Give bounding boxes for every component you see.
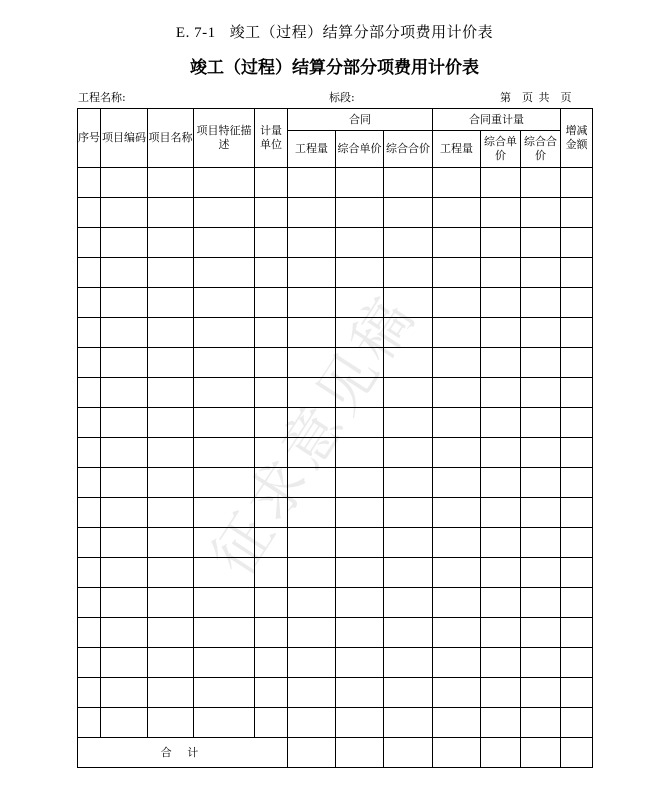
table-cell (521, 708, 561, 738)
draft-watermark: 征求意见稿 (198, 282, 430, 588)
table-cell (194, 468, 255, 498)
table-cell (336, 558, 384, 588)
table-row (78, 318, 593, 348)
table-cell (255, 618, 288, 648)
table-cell (101, 618, 148, 648)
table-cell (521, 588, 561, 618)
table-cell (433, 168, 481, 198)
project-name-label: 工程名称: (78, 91, 126, 104)
table-cell (433, 708, 481, 738)
table-cell (561, 168, 593, 198)
table-cell (481, 168, 521, 198)
table-cell (255, 168, 288, 198)
table-cell (521, 408, 561, 438)
table-cell (288, 528, 336, 558)
table-cell (384, 498, 433, 528)
table-caption (0, 21, 669, 42)
table-cell (433, 318, 481, 348)
table-cell (561, 558, 593, 588)
table-cell (384, 168, 433, 198)
header-remeasure-qty: 工程量 (433, 131, 481, 168)
table-cell (481, 648, 521, 678)
table-cell (336, 618, 384, 648)
table-cell (384, 468, 433, 498)
table-cell (521, 438, 561, 468)
table-cell (481, 198, 521, 228)
table-cell (148, 408, 194, 438)
table-row (78, 258, 593, 288)
table-cell (78, 498, 101, 528)
table-row (78, 438, 593, 468)
table-cell (481, 528, 521, 558)
total-cell (288, 738, 336, 768)
table-cell (288, 678, 336, 708)
table-cell (78, 648, 101, 678)
table-cell (101, 168, 148, 198)
table-cell (521, 468, 561, 498)
table-cell (384, 348, 433, 378)
table-cell (78, 408, 101, 438)
table-cell (561, 678, 593, 708)
table-cell (521, 648, 561, 678)
table-cell (78, 708, 101, 738)
header-code: 项目编码 (101, 109, 148, 168)
table-row (78, 408, 593, 438)
table-cell (148, 318, 194, 348)
table-cell (194, 678, 255, 708)
table-cell (194, 708, 255, 738)
table-cell (433, 378, 481, 408)
table-cell (194, 258, 255, 288)
table-cell (384, 678, 433, 708)
table-cell (255, 198, 288, 228)
table-cell (384, 228, 433, 258)
table-cell (336, 288, 384, 318)
table-cell (433, 228, 481, 258)
table-cell (194, 198, 255, 228)
table-cell (521, 348, 561, 378)
table-cell (101, 438, 148, 468)
table-cell (433, 498, 481, 528)
table-cell (561, 468, 593, 498)
table-cell (148, 618, 194, 648)
table-cell (101, 498, 148, 528)
header-contract-qty: 工程量 (288, 131, 336, 168)
table-cell (481, 318, 521, 348)
table-cell (78, 528, 101, 558)
table-cell (384, 408, 433, 438)
table-cell (255, 288, 288, 318)
table-cell (336, 588, 384, 618)
table-cell (255, 438, 288, 468)
table-cell (561, 438, 593, 468)
table-cell (384, 378, 433, 408)
table-cell (336, 318, 384, 348)
caption-text: 竣工（过程）结算分部分项费用计价表 (229, 23, 494, 41)
table-cell (433, 438, 481, 468)
table-cell (288, 618, 336, 648)
table-cell (148, 498, 194, 528)
table-cell (433, 348, 481, 378)
header-desc: 项目特征描述 (194, 109, 255, 168)
table-row (78, 498, 593, 528)
total-cell (336, 738, 384, 768)
table-cell (561, 258, 593, 288)
table-cell (336, 348, 384, 378)
page-title: 竣工（过程）结算分部分项费用计价表 (190, 58, 479, 78)
table-row (78, 708, 593, 738)
table-cell (101, 228, 148, 258)
table-cell (194, 168, 255, 198)
table-cell (561, 408, 593, 438)
table-cell (255, 468, 288, 498)
table-cell (78, 588, 101, 618)
table-cell (101, 468, 148, 498)
table-cell (255, 348, 288, 378)
table-cell (521, 198, 561, 228)
table-cell (148, 438, 194, 468)
table-cell (148, 648, 194, 678)
header-name: 项目名称 (148, 109, 194, 168)
table-cell (336, 498, 384, 528)
table-cell (384, 618, 433, 648)
table-cell (255, 258, 288, 288)
table-cell (101, 408, 148, 438)
header-contract: 合同 (288, 109, 433, 131)
header-unit: 计量单位 (255, 109, 288, 168)
table-cell (148, 468, 194, 498)
table-cell (194, 228, 255, 258)
table-cell (336, 528, 384, 558)
table-cell (194, 498, 255, 528)
table-cell (288, 168, 336, 198)
table-cell (481, 438, 521, 468)
table-cell (521, 228, 561, 258)
table-cell (148, 378, 194, 408)
table-cell (481, 468, 521, 498)
table-cell (481, 258, 521, 288)
table-cell (78, 678, 101, 708)
table-cell (288, 708, 336, 738)
table-cell (561, 648, 593, 678)
table-cell (101, 588, 148, 618)
table-cell (521, 618, 561, 648)
table-cell (521, 678, 561, 708)
table-row (78, 348, 593, 378)
table-cell (148, 168, 194, 198)
table-cell (288, 558, 336, 588)
header-remeasure: 合同重计量 (433, 109, 561, 131)
table-cell (194, 318, 255, 348)
table-cell (521, 318, 561, 348)
table-cell (194, 588, 255, 618)
table-cell (481, 378, 521, 408)
table-cell (194, 378, 255, 408)
table-cell (481, 618, 521, 648)
table-cell (78, 198, 101, 228)
table-cell (433, 558, 481, 588)
table-cell (78, 318, 101, 348)
table-cell (255, 228, 288, 258)
table-cell (384, 198, 433, 228)
table-cell (384, 558, 433, 588)
table-cell (78, 378, 101, 408)
header-contract-total: 综合合价 (384, 131, 433, 168)
table-row (78, 288, 593, 318)
table-cell (481, 288, 521, 318)
pricing-table (77, 108, 593, 768)
table-cell (384, 258, 433, 288)
table-cell (288, 348, 336, 378)
table-row (78, 198, 593, 228)
total-cell (561, 738, 593, 768)
table-cell (101, 258, 148, 288)
table-cell (561, 498, 593, 528)
table-cell (255, 678, 288, 708)
table-cell (521, 258, 561, 288)
total-cell (384, 738, 433, 768)
table-cell (336, 468, 384, 498)
table-cell (336, 708, 384, 738)
header-delta: 增减金额 (561, 109, 593, 168)
table-cell (101, 528, 148, 558)
table-cell (255, 588, 288, 618)
table-cell (148, 198, 194, 228)
table-cell (521, 378, 561, 408)
table-cell (384, 708, 433, 738)
table-cell (561, 288, 593, 318)
table-cell (101, 558, 148, 588)
table-cell (78, 288, 101, 318)
table-cell (255, 558, 288, 588)
table-cell (288, 468, 336, 498)
table-cell (288, 288, 336, 318)
table-cell (148, 528, 194, 558)
table-cell (481, 708, 521, 738)
table-cell (255, 498, 288, 528)
table-cell (433, 198, 481, 228)
table-cell (78, 438, 101, 468)
table-row (78, 378, 593, 408)
table-cell (101, 378, 148, 408)
table-cell (255, 318, 288, 348)
table-cell (433, 408, 481, 438)
table-cell (194, 288, 255, 318)
table-cell (194, 648, 255, 678)
table-cell (481, 678, 521, 708)
table-cell (481, 498, 521, 528)
table-cell (481, 588, 521, 618)
table-cell (288, 588, 336, 618)
table-cell (288, 198, 336, 228)
table-cell (101, 318, 148, 348)
table-row (78, 528, 593, 558)
table-cell (336, 168, 384, 198)
table-cell (481, 408, 521, 438)
table-cell (561, 708, 593, 738)
table-cell (78, 228, 101, 258)
table-cell (148, 228, 194, 258)
table-cell (384, 318, 433, 348)
table-cell (288, 498, 336, 528)
table-cell (561, 378, 593, 408)
table-cell (433, 648, 481, 678)
table-cell (433, 528, 481, 558)
table-cell (78, 348, 101, 378)
table-cell (384, 588, 433, 618)
table-cell (194, 618, 255, 648)
table-cell (101, 678, 148, 708)
table-cell (148, 288, 194, 318)
table-cell (521, 528, 561, 558)
table-cell (521, 288, 561, 318)
table-cell (561, 228, 593, 258)
table-cell (561, 318, 593, 348)
table-cell (561, 588, 593, 618)
table-cell (148, 558, 194, 588)
table-cell (384, 648, 433, 678)
table-cell (384, 288, 433, 318)
table-cell (288, 408, 336, 438)
table-cell (288, 318, 336, 348)
table-cell (148, 258, 194, 288)
table-cell (521, 168, 561, 198)
table-cell (78, 258, 101, 288)
table-row (78, 168, 593, 198)
table-cell (433, 258, 481, 288)
table-cell (336, 678, 384, 708)
total-cell (481, 738, 521, 768)
table-cell (521, 498, 561, 528)
table-cell (194, 438, 255, 468)
table-cell (255, 408, 288, 438)
total-cell (433, 738, 481, 768)
table-cell (101, 648, 148, 678)
table-row (78, 618, 593, 648)
table-cell (481, 348, 521, 378)
table-row (78, 558, 593, 588)
table-cell (101, 348, 148, 378)
page-number-label: 第 页 共 页 (500, 91, 572, 104)
total-cell (521, 738, 561, 768)
table-cell (288, 378, 336, 408)
table-cell (148, 588, 194, 618)
table-cell (194, 558, 255, 588)
table-cell (78, 618, 101, 648)
table-cell (561, 618, 593, 648)
table-cell (336, 648, 384, 678)
table-cell (194, 528, 255, 558)
table-cell (433, 588, 481, 618)
table-row (78, 588, 593, 618)
table-cell (481, 558, 521, 588)
table-cell (561, 528, 593, 558)
table-row (78, 678, 593, 708)
table-cell (288, 438, 336, 468)
table-cell (336, 228, 384, 258)
table-cell (255, 528, 288, 558)
header-seq: 序号 (78, 109, 101, 168)
header-contract-unit-price: 综合单价 (336, 131, 384, 168)
table-cell (78, 168, 101, 198)
table-row (78, 648, 593, 678)
section-label: 标段: (329, 91, 355, 104)
table-cell (433, 288, 481, 318)
table-cell (288, 648, 336, 678)
table-cell (384, 438, 433, 468)
table-cell (433, 468, 481, 498)
header-remeasure-total: 综合合价 (521, 131, 561, 168)
table-cell (194, 408, 255, 438)
table-row (78, 468, 593, 498)
table-row (78, 228, 593, 258)
table-cell (433, 618, 481, 648)
table-cell (101, 708, 148, 738)
table-cell (101, 198, 148, 228)
table-cell (336, 258, 384, 288)
table-cell (336, 378, 384, 408)
table-cell (78, 468, 101, 498)
table-cell (433, 678, 481, 708)
header-remeasure-unit-price: 综合单价 (481, 131, 521, 168)
table-cell (148, 678, 194, 708)
table-cell (194, 348, 255, 378)
table-cell (561, 348, 593, 378)
table-cell (101, 288, 148, 318)
table-cell (481, 228, 521, 258)
table-cell (255, 378, 288, 408)
table-cell (384, 528, 433, 558)
table-cell (255, 648, 288, 678)
table-cell (336, 408, 384, 438)
table-cell (521, 558, 561, 588)
table-cell (336, 198, 384, 228)
table-cell (336, 438, 384, 468)
table-cell (288, 258, 336, 288)
caption-number: E. 7-1 (175, 25, 216, 41)
table-cell (288, 228, 336, 258)
table-cell (148, 708, 194, 738)
table-cell (148, 348, 194, 378)
table-cell (255, 708, 288, 738)
total-label: 合 计 (78, 738, 288, 768)
table-cell (78, 558, 101, 588)
table-cell (561, 198, 593, 228)
